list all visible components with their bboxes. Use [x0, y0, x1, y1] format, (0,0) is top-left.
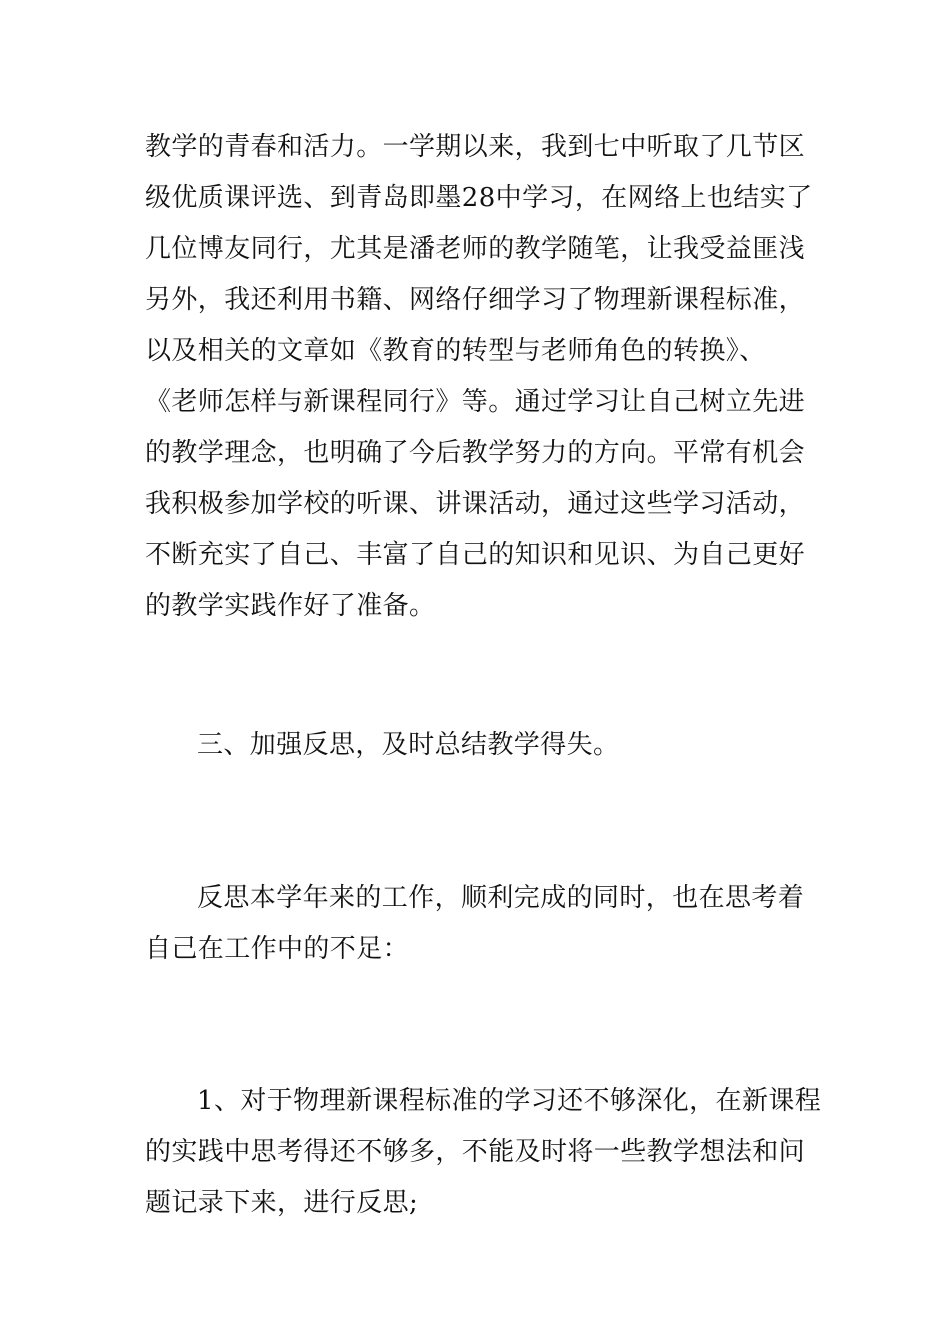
text-line: 几位博友同行，尤其是潘老师的教学随笔，让我受益匪浅: [145, 234, 806, 264]
text-line: 的教学实践作好了准备。: [145, 591, 436, 621]
text-line: 的实践中思考得还不够多，不能及时将一些教学想法和问: [145, 1137, 806, 1167]
text-line: 另外，我还利用书籍、网络仔细学习了物理新课程标准，: [145, 285, 806, 315]
text-line: 《老师怎样与新课程同行》等。通过学习让自己树立先进: [145, 387, 806, 417]
text-line: 1、对于物理新课程标准的学习还不够深化，在新课程: [197, 1086, 822, 1116]
text-line: 反思本学年来的工作，顺利完成的同时，也在思考着: [197, 883, 805, 913]
text-line: 不断充实了自己、丰富了自己的知识和见识、为自己更好: [145, 540, 806, 570]
text-line: 的教学理念，也明确了今后教学努力的方向。平常有机会: [145, 438, 806, 468]
text-line: 以及相关的文章如《教育的转型与老师角色的转换》、: [145, 336, 766, 366]
text-line: 自己在工作中的不足：: [145, 934, 410, 964]
text-line: 级优质课评选、到青岛即墨28中学习，在网络上也结实了: [145, 183, 813, 213]
text-line: 我积极参加学校的听课、讲课活动，通过这些学习活动，: [145, 489, 806, 519]
text-line: 教学的青春和活力。一学期以来，我到七中听取了几节区: [145, 132, 806, 162]
section-heading: 三、加强反思，及时总结教学得失。: [197, 730, 620, 760]
text-line: 题记录下来，进行反思;: [145, 1188, 419, 1218]
